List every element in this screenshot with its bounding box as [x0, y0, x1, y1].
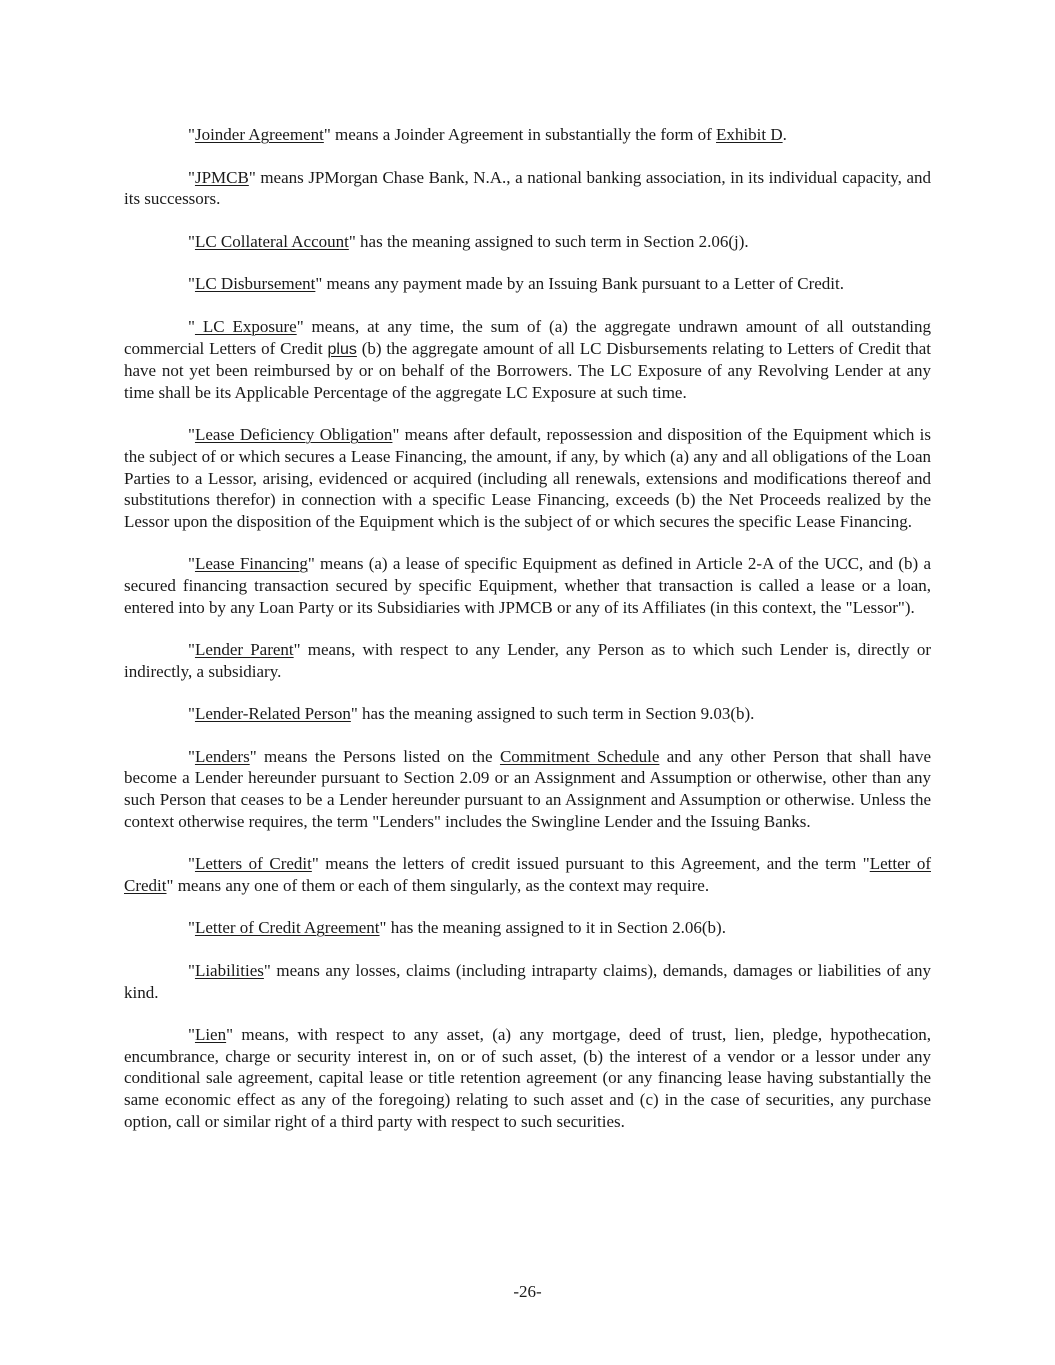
definition-lc-disbursement: "LC Disbursement" means any payment made by an Issuing Bank pursuant to a Letter of Credit.	[188, 274, 844, 294]
page-number: -26-	[513, 1282, 542, 1301]
emphasis-plus: plus	[327, 340, 357, 358]
defined-term: Lender Parent	[194, 640, 294, 660]
definition-lc-collateral-account: "LC Collateral Account" has the meaning assigned to such term in Section 2.06(j).	[188, 231, 749, 251]
defined-term: Lease Financing	[194, 554, 308, 574]
definition-letter-of-credit-agreement: "Letter of Credit Agreement" has the meaning assigned to it in Section 2.06(b).	[188, 918, 726, 938]
defined-term: Joinder Agreement	[194, 125, 324, 144]
defined-term: Lenders	[194, 746, 250, 766]
cross-reference: Commitment Schedule	[499, 746, 660, 766]
defined-term: LC Exposure	[194, 316, 297, 336]
definition-lien: "Lien" means, with respect to any asset, (a) any mortgage, deed of trust, lien, pledge, hypothecation, encumbrance, charge or security interest in, on or of such asset, (b) the interest of a vendor or a lessor under any conditional sale agreement, capital lease or title retention agreement (or any financing lease having substantially the same economic effect as any of the foregoing) relating to such asset and (c) in the case of securities, any purchase option, call or similar right of a third party with respect to such securities.	[124, 1025, 931, 1131]
defined-term: Lender-Related Person	[194, 704, 351, 724]
definition-lc-exposure: " LC Exposure" means, at any time, the sum of (a) the aggregate undrawn amount of all outstanding commercial Letters of Credit plus (b) the aggregate amount of all LC Disbursements relating to Letters of Credit that have not yet been reimbursed by or on behalf of the Borrowers. The LC Exposure of any Revolving Lender at any time shall be its Applicable Percentage of the aggregate LC Exposure at such time.	[124, 316, 931, 402]
definition-lenders: "Lenders" means the Persons listed on the Commitment Schedule and any other Person that shall have become a Lender hereunder pursuant to Section 2.09 or an Assignment and Assumption or otherwise, other than any such Person that ceases to be a Lender hereunder pursuant to an Assignment and Assumption or otherwise. Unless the context otherwise requires, the term "Lenders" includes the Swingline Lender and the Issuing Banks.	[124, 746, 931, 831]
defined-term: JPMCB	[194, 167, 249, 187]
defined-term: Liabilities	[194, 961, 264, 981]
definition-lender-parent: "Lender Parent" means, with respect to any Lender, any Person as to which such Lender is, directly or indirectly, a subsidiary.	[124, 640, 931, 681]
definition-lender-related-person: "Lender-Related Person" has the meaning assigned to such term in Section 9.03(b).	[188, 704, 755, 724]
definitions-list	[124, 124, 931, 1153]
defined-term: Letters of Credit	[194, 854, 312, 874]
definition-joinder-agreement: "Joinder Agreement" means a Joinder Agreement in substantially the form of Exhibit D.	[188, 125, 787, 144]
definition-liabilities: "Liabilities" means any losses, claims (including intraparty claims), demands, damages or liabilities of any kind.	[124, 961, 931, 1002]
defined-term: Lien	[194, 1025, 227, 1045]
definition-lease-deficiency-obligation: "Lease Deficiency Obligation" means after default, repossession and disposition of the Equipment which is the subject of or which secures a Lease Financing, the amount, if any, by which (a) any and all obligations of the Loan Parties to a Lessor, arising, evidenced or acquired (including all renewals, extensions and modifications thereof and substitutions therefor) in connection with a specific Lease Financing, exceeds (b) the Net Proceeds realized by the Lessor upon the disposition of the Equipment which is the subject of or which secures the specific Lease Financing.	[124, 425, 931, 531]
definition-letters-of-credit: "Letters of Credit" means the letters of credit issued pursuant to this Agreement, and the term "Letter of Credit" means any one of them or each of them singularly, as the context may require.	[124, 854, 931, 895]
defined-term: Letter of Credit Agreement	[194, 918, 380, 938]
defined-term-secondary: Letter of Credit	[124, 854, 931, 895]
defined-term: LC Collateral Account	[194, 231, 349, 251]
definition-lease-financing: "Lease Financing" means (a) a lease of specific Equipment as defined in Article 2-A of the UCC, and (b) a secured financing transaction secured by specific Equipment, whether that transaction is called a lease or a loan, entered into by any Loan Party or its Subsidiaries with JPMCB or any of its Affiliates (in this context, the "Lessor").	[124, 554, 931, 617]
defined-term: Lease Deficiency Obligation	[194, 425, 393, 445]
defined-term: LC Disbursement	[194, 274, 316, 294]
cross-reference: Exhibit D	[716, 125, 783, 144]
definition-jpmcb: "JPMCB" means JPMorgan Chase Bank, N.A., a national banking association, in its individual capacity, and its successors.	[124, 167, 931, 209]
